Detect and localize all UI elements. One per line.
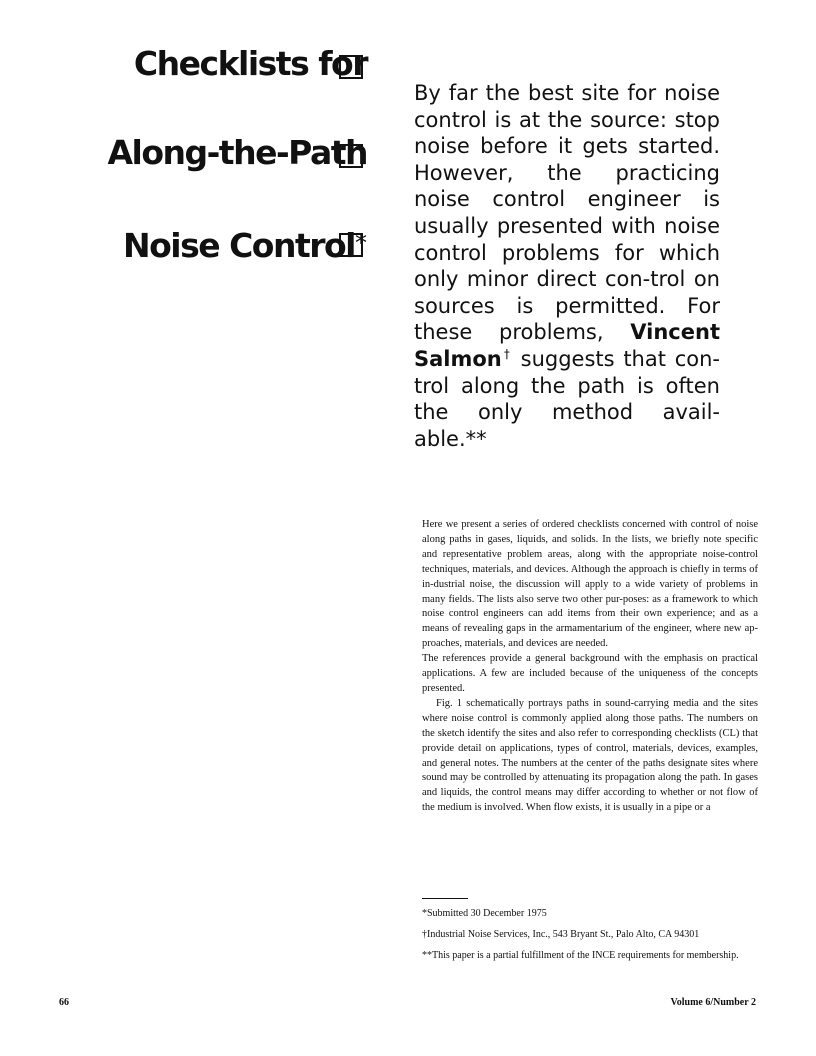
- volume-label: Volume 6/Number 2: [670, 997, 756, 1008]
- title-line-1-text: Checklists for: [133, 44, 367, 83]
- page-number: 66: [59, 997, 69, 1008]
- body-text: [422, 518, 758, 816]
- author-name: Vincent Salmon: [414, 320, 720, 371]
- checkbox-icon: [339, 144, 363, 168]
- footnotes: [422, 908, 758, 971]
- body-paragraph-1: Here we present a series of ordered checklists concerned with control of noise along paths in gases, liquids, and solids. In the lists, we briefly note specific and representative problem areas, along with the appropriate noise-control techniques, materials, and devices. Although the approach is chiefly in terms of in-dustrial noise, the discussion will apply to a wide variety of problems in many fields. The lists also serve two other pur-poses: as a framework to which noise control engineers can add items from their own experience; and as a means of revealing gaps in the armamentarium of the engineer, where new ap-proaches, materials, and devices are needed.: [422, 519, 758, 650]
- title-line-1: [134, 45, 367, 83]
- intro-text-after: suggests that con-trol along the path is often the only method avail-able.**: [414, 346, 720, 451]
- checkbox-icon: [339, 55, 363, 79]
- intro-paragraph: [414, 80, 720, 452]
- body-paragraph-2: The references provide a general background with the emphasis on practical applications. A few are included because of the uniqueness of the concepts presented.: [422, 653, 758, 694]
- footnote-affiliation: †Industrial Noise Services, Inc., 543 Bryant St., Palo Alto, CA 94301: [422, 929, 700, 940]
- title-line-3: [123, 224, 367, 265]
- author-footnote-mark: †: [501, 346, 512, 361]
- checkbox-icon: [339, 233, 363, 257]
- title-footnote-mark: *: [355, 229, 367, 257]
- intro-text-before: By far the best site for noise control is at the source: stop noise before it gets started. However, the practicing noise control engineer is usually presented with noise control problems for which only minor direct con-trol on sources is permitted. For these problems,: [414, 81, 720, 345]
- footnote-divider: [422, 898, 468, 899]
- body-paragraph-3: Fig. 1 schematically portrays paths in sound-carrying media and the sites where noise control is commonly applied along those paths. The numbers on the sketch identify the sites and also refer to corresponding checklists (CL) that provide detail on applications, types of control, materials, devices, examples, and general notes. The numbers at the center of the paths designate sites where sound may be controlled by attenuating its propagation along the path. In gases and liquids, the control means may differ according to whether or not flow of the medium is involved. When flow exists, it is usually in a pipe or a: [422, 697, 758, 814]
- footnote-membership: **This paper is a partial fulfillment of the INCE requirements for membership.: [422, 950, 739, 961]
- title-line-2-text: Along-the-Path: [107, 133, 367, 172]
- footnote-submitted: *Submitted 30 December 1975: [422, 908, 547, 919]
- title-line-2: [107, 134, 367, 172]
- title-line-3-text: Noise Control: [122, 226, 355, 265]
